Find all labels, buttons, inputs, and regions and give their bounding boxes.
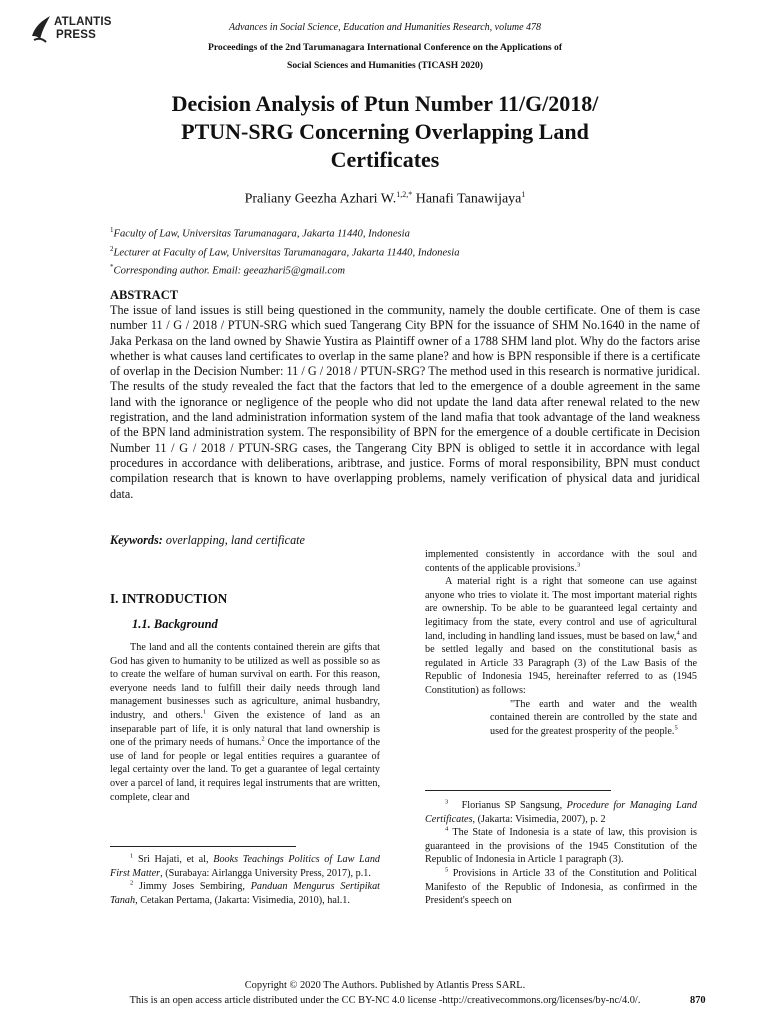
affil-marker: * <box>110 263 114 272</box>
keywords-value: overlapping, land certificate <box>165 533 305 547</box>
text-run: Provisions in Article 33 of the Constitution and Political Manifesto of the Republic of Indonesia, as confirmed in the President's speech on <box>425 867 697 907</box>
footnote <box>425 826 697 867</box>
title-line1: Decision Analysis of Ptun Number 11/G/2018/ <box>171 91 599 116</box>
author-1-affil: 1,2,* <box>396 190 413 199</box>
abstract-heading: ABSTRACT <box>110 288 179 302</box>
footnote-num: 1 <box>130 852 134 860</box>
paper-title <box>110 90 660 174</box>
section-heading: I. INTRODUCTION <box>110 591 228 606</box>
text-run: Given the existence of land as an inseparable part of life, it is only natural that land ownership is one of the primary needs of humans. <box>110 709 381 749</box>
proceedings-line2: Social Sciences and Humanities (TICASH 2020) <box>287 60 483 71</box>
text-run: , (Surabaya: Airlangga University Press, 2017), p.1. <box>160 867 371 879</box>
affil-text: Lecturer at Faculty of Law, Universitas Tarumanagara, Jakarta 11440, Indonesia <box>113 247 460 259</box>
footnote-num: 4 <box>445 825 449 833</box>
footnote-num: 5 <box>445 866 449 874</box>
abstract-text: The issue of land issues is still being questioned in the community, namely the double certificate. One of them is case number 11 / G / 2018 / PTUN-SRG which sued Tangerang City BPN for the issuance of SHM No.1640 in the name of Jaka Perkasa on the land owned by Shawie Yustira as Plaintiff owner of a 1788 SHM land plot. Why do the factors arise whether is what causes land certificates to overlap in the same plane? and how is BPN responsible if there is a certificate of overlap in the Decision Number: 11 / G / 2018 / PTUN-SRG? The method used in this research is normative juridical. The results of the study revealed the fact that the factors that led to the emergence of a double agreement in the same land with the ignorance or negligence of the people who did not update the land data after renewal related to the new registration, and the land administration information system of the land mafia that took advantage of the land weakness of the BPN land administration system. The responsibility of BPN for the emergence of a double certificate in Decision Number 11 / G / 2018 / PTUN-SRG cases, the Tangerang City BPN is obliged to settle it in accordance with legal procedures in accordance with deliberations, aribtrase, and justice. Forms of moral responsibility, BPN must conduct compilation research that is known to have overlapping problems, namely verification of physical data and juridical data. <box>110 303 700 501</box>
text-run: Sri Hajati, et al, <box>137 854 214 865</box>
text-run: A material right is a right that someone can use against anyone who tries to violate it. The most important material rights are ownership. To be able to be guaranteed legal certainty and legitimacy from the state, every control and use of agricultural land, including in handling land issues, must be based on law, <box>425 576 697 642</box>
text-run: "The earth and water and the wealth contained therein are controlled by the state and used for the greatest prosperity of the people. <box>490 698 697 737</box>
subsection-heading: 1.1. Background <box>132 617 218 631</box>
footnote-num: 3 <box>445 798 449 806</box>
footnote-num: 2 <box>130 879 134 887</box>
affiliations <box>110 223 460 279</box>
logo-line1: ATLANTIS <box>54 16 112 28</box>
text-run: Florianus SP Sangsung, <box>461 800 567 811</box>
footnote-ref: 3 <box>576 561 581 569</box>
footnote-ref: 2 <box>261 735 265 743</box>
text-run: Jimmy Joses Sembiring, <box>139 881 251 893</box>
author-2-affil: 1 <box>521 190 526 199</box>
title-line2: PTUN-SRG Concerning Overlapping Land <box>181 119 589 144</box>
text-run: and be settled legally and based on the constitutional basis as regulated in Article 33 Paragraph (3) of the Law Basis of the Republic of Indonesia 1945, hereinafter referred to as (1945 Constitution) as follows: <box>425 630 697 696</box>
footnote-ref: 5 <box>674 724 678 732</box>
footnote <box>110 853 380 880</box>
paragraph <box>425 548 697 575</box>
proceedings-line1: Proceedings of the 2nd Tarumanagara International Conference on the Applications of <box>207 42 563 53</box>
text-run: implemented consistently in accordance with the soul and contents of the applicable provisions. <box>425 549 697 574</box>
affil-text: Corresponding author. Email: geeazhari5@gmail.com <box>113 265 346 277</box>
keywords-label: Keywords: <box>110 533 163 547</box>
footnote <box>110 880 380 907</box>
license-text: This is an open access article distributed under the CC BY-NC 4.0 license -http://creativecommons.org/licenses/by-nc/4.0/. <box>129 995 641 1006</box>
text-run: The State of Indonesia is a state of law, this provision is guaranteed in the provisions of the 1945 Constitution of the Republic of Indonesia in Article 1 paragraph (3). <box>425 827 698 866</box>
title-line3: Certificates <box>330 147 440 172</box>
page-number: 870 <box>690 995 706 1006</box>
copyright-line: Copyright © 2020 The Authors. Published by Atlantis Press SARL. <box>244 980 526 991</box>
journal-line: Advances in Social Science, Education and Humanities Research, volume 478 <box>228 22 542 33</box>
footnote <box>425 867 697 908</box>
logo-line2: PRESS <box>56 29 96 41</box>
text-run: , (Jakarta: Visimedia, 2007), p. 2 <box>472 813 606 825</box>
keywords <box>110 533 305 548</box>
affil-text: Faculty of Law, Universitas Tarumanagara, Jakarta 11440, Indonesia <box>113 228 410 240</box>
author-2: Hanafi Tanawijaya <box>415 191 522 207</box>
affiliation-2 <box>110 242 460 261</box>
author-1: Praliany Geezha Azhari W. <box>244 191 397 207</box>
corresponding-author <box>110 260 460 279</box>
text-run: Procedure for Managing Land Certificates <box>425 800 697 825</box>
footnote <box>425 799 697 826</box>
affil-marker: 2 <box>110 244 114 253</box>
footnote-ref: 1 <box>202 708 207 716</box>
right-column <box>425 548 697 738</box>
footnotes-right <box>425 799 697 908</box>
author-list <box>0 190 770 208</box>
text-run: Once the importance of the use of land for people or legal entities requires a guarantee of legal certainty over the land. To get a guarantee of legal certainty over a parcel of land, it requires legal instruments that are written, complete, clear and <box>110 737 381 803</box>
footnote-ref: 4 <box>676 629 680 637</box>
affiliation-1 <box>110 223 460 242</box>
block-quote <box>490 698 697 739</box>
footnote-rule <box>110 846 296 847</box>
text-run: Panduan Mengurus Sertipikat Tanah <box>110 881 380 906</box>
affil-marker: 1 <box>110 226 114 234</box>
license-line <box>0 995 770 1006</box>
footnote-rule <box>425 790 611 791</box>
text-run: , Cetakan Pertama, (Jakarta: Visimedia, 2010), hal.1. <box>135 894 350 906</box>
footnotes-left <box>110 853 380 907</box>
paragraph <box>425 575 697 697</box>
intro-paragraph <box>110 641 380 804</box>
text-run: Books Teachings Politics of Law Land First Matter <box>110 854 381 879</box>
text-run: The land and all the contents contained therein are gifts that God has given to humanity to be utilized as well as possible so as to create the welfare of human survival on earth. For this reason, everyone needs land to fulfill their daily needs through land management businesses such as agriculture, animal husbandry, industry, and others. <box>110 642 380 721</box>
